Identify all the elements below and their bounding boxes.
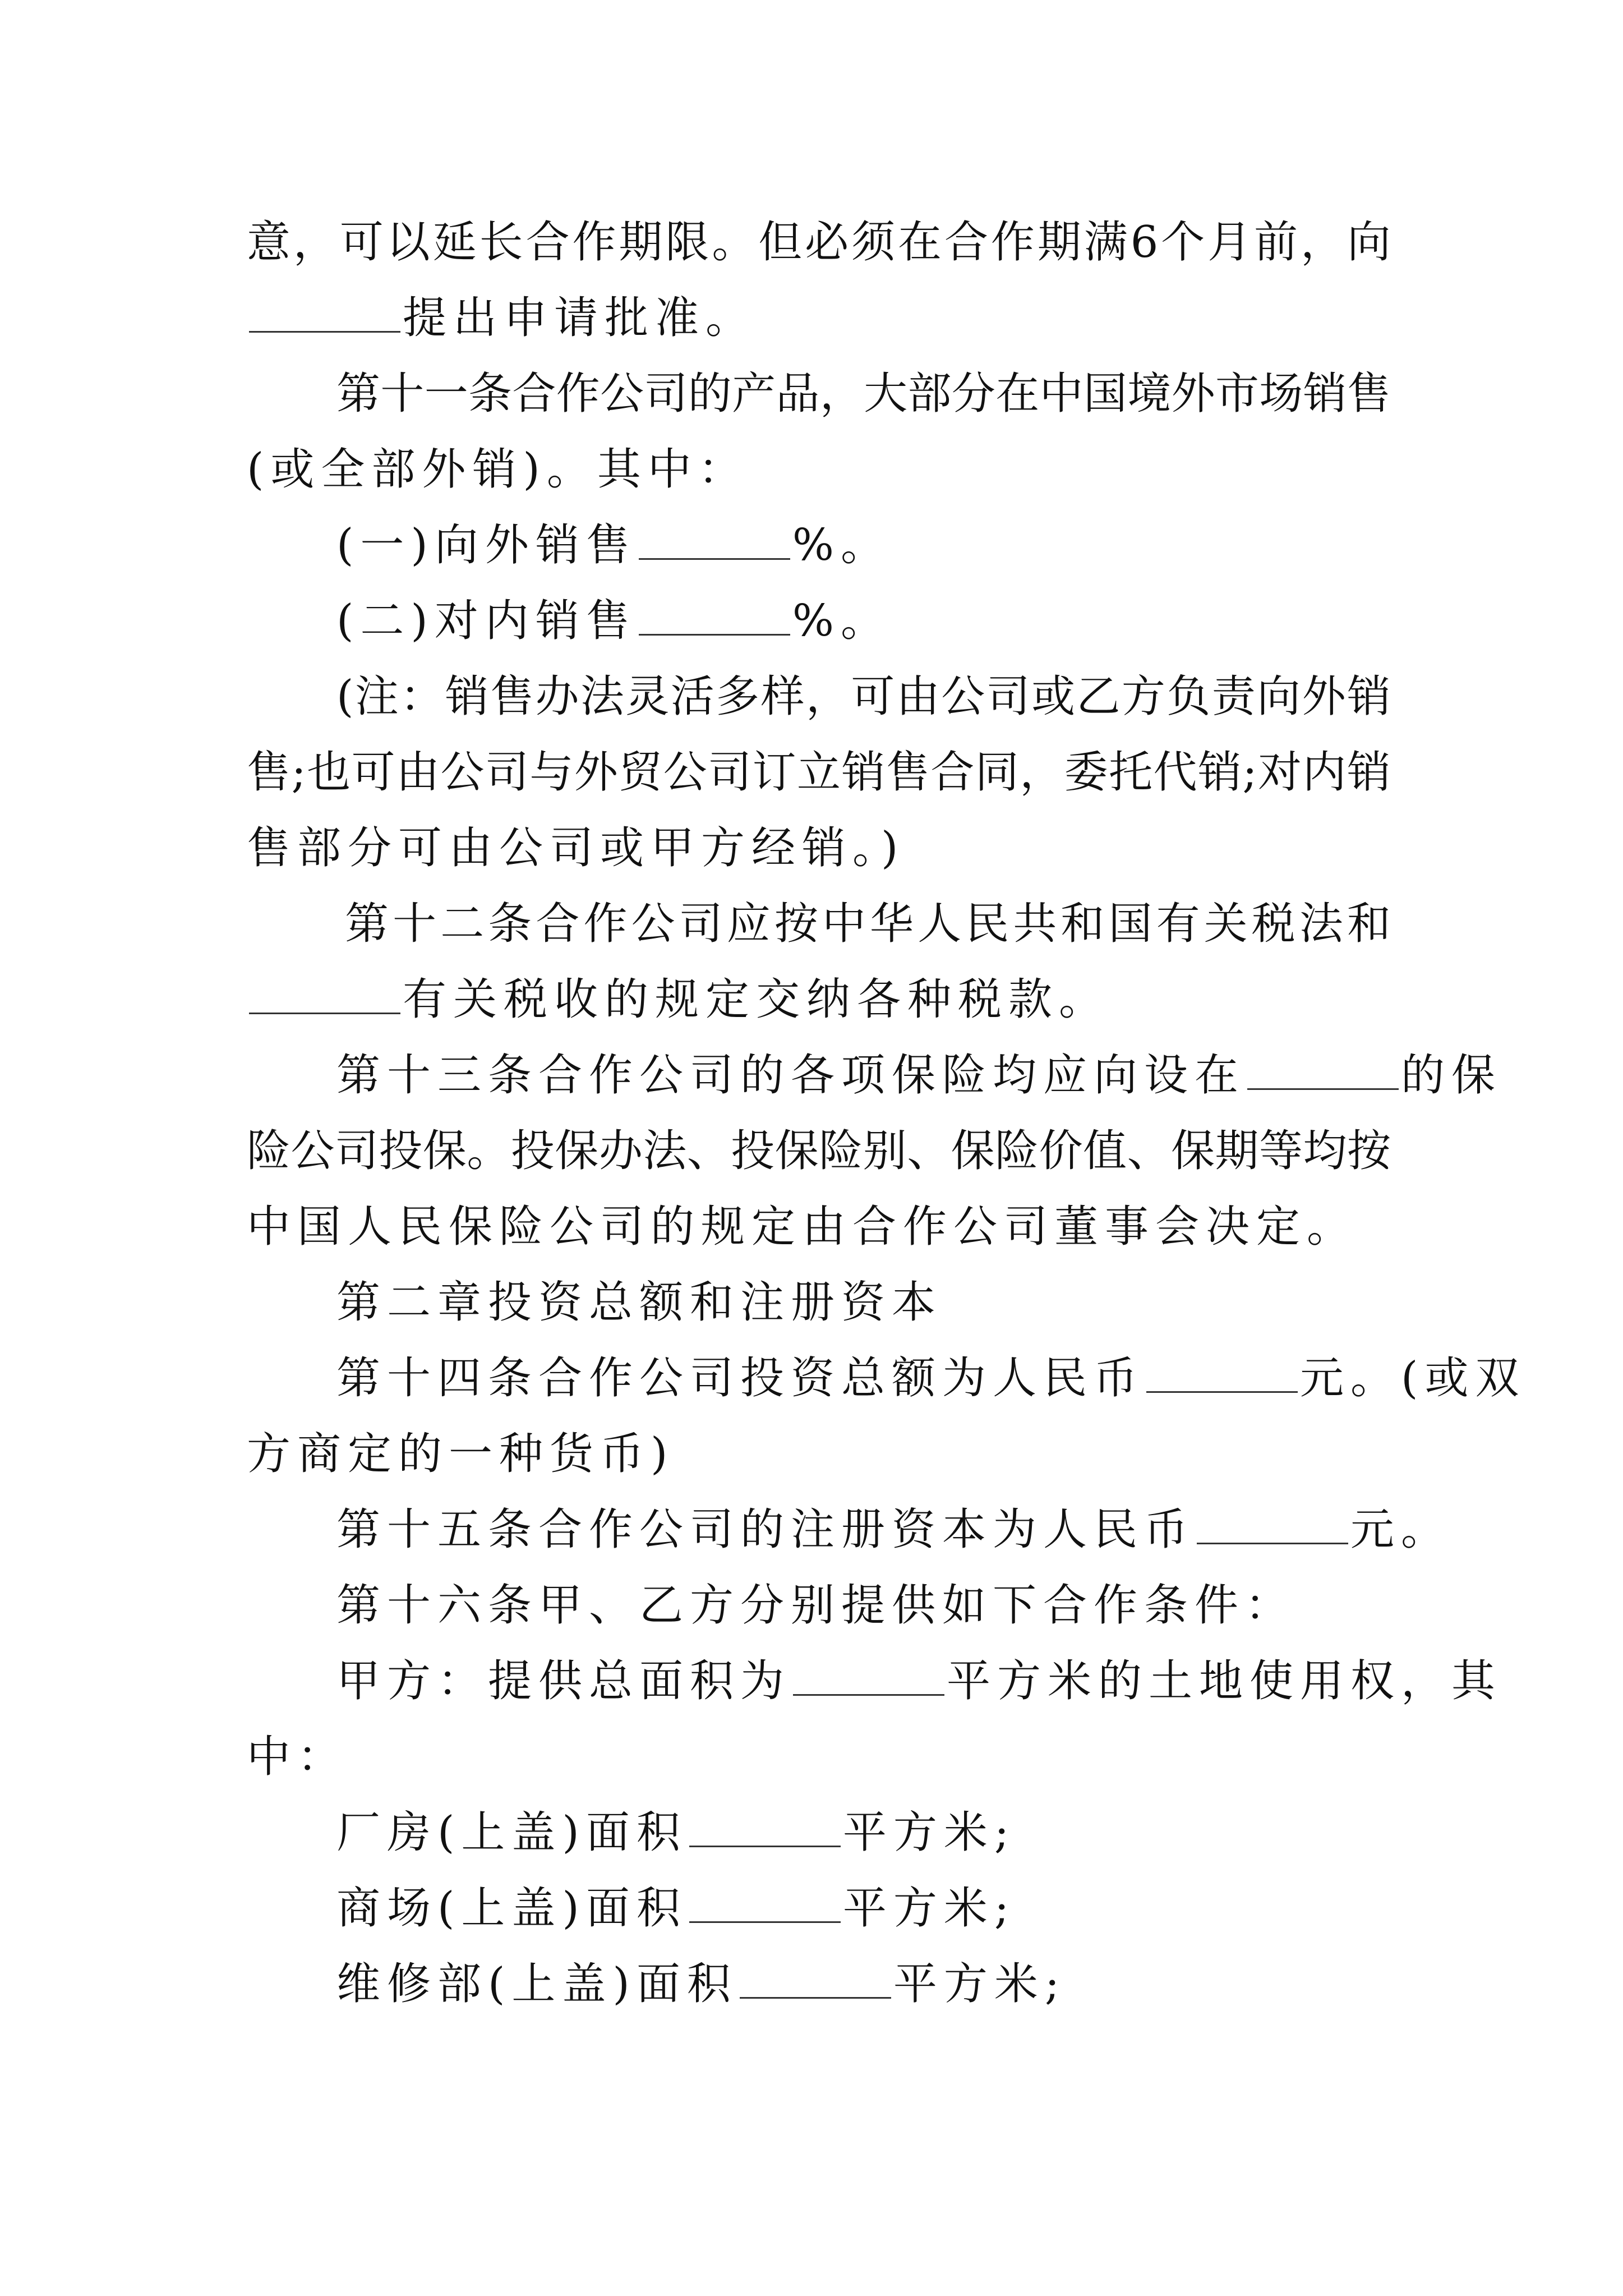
text-run: (注：销售办法灵活多样，可由公司或乙方负责向外销 [336, 671, 1391, 722]
article-15-line [336, 1490, 1452, 1569]
paragraph-line [247, 1112, 1391, 1190]
chapter-heading [336, 1263, 1391, 1342]
text-run: 甲方：提供总面积为 [336, 1656, 791, 1706]
text-run: (或全部外销)。其中： [247, 444, 749, 495]
paragraph-line [247, 1718, 1391, 1796]
text-run: 中： [247, 1732, 348, 1782]
text-run: 意，可以延长合作期限。但必须在合作期满6个月前，向 [247, 217, 1391, 268]
mall-area-line [336, 1869, 1391, 1948]
text-run: 售;也可由公司与外贸公司订立销售合同，委托代销;对内销 [247, 747, 1391, 798]
fill-blank [249, 292, 400, 333]
export-sales-line [336, 506, 1391, 585]
fill-blank [689, 1806, 841, 1847]
article-13-line [336, 1036, 1502, 1115]
text-run: 元。 [1350, 1504, 1452, 1555]
fill-blank [1146, 1352, 1298, 1393]
text-run: 第十三条合作公司的各项保险均应向设在 [336, 1050, 1246, 1101]
text-run: 平方米; [842, 1883, 1016, 1934]
note-line [336, 657, 1391, 736]
text-run: 平方米; [842, 1807, 1016, 1858]
fill-blank [249, 973, 400, 1014]
text-run: 第十四条合作公司投资总额为人民币 [336, 1353, 1145, 1404]
text-run: 售部分可由公司或甲方经销。) [247, 823, 905, 873]
fill-blank [740, 1958, 891, 1999]
fill-blank [639, 595, 790, 636]
text-run: 第十五条合作公司的注册资本为人民币 [336, 1504, 1195, 1555]
note-line [247, 733, 1391, 812]
paragraph-line [247, 203, 1391, 282]
fill-blank [1247, 1049, 1399, 1090]
party-a-line [336, 1642, 1502, 1720]
text-run: 第十一条合作公司的产品，大部分在中国境外市场销售 [336, 369, 1391, 419]
paragraph-line [247, 430, 1391, 509]
text-run: 平方米; [893, 1959, 1067, 2009]
paragraph-line [247, 960, 1391, 1039]
paragraph-line [247, 279, 1391, 357]
article-12-line [345, 885, 1391, 963]
repair-area-line [336, 1945, 1391, 2023]
text-run: (一)向外销售 [336, 520, 637, 570]
text-run: %。 [792, 520, 891, 570]
article-14-line [336, 1339, 1526, 1418]
fill-blank [639, 519, 790, 560]
fill-blank [689, 1882, 841, 1923]
text-run: 平方米的土地使用权，其 [947, 1656, 1502, 1706]
text-run: 第二章投资总额和注册资本 [336, 1277, 943, 1328]
paragraph-line [247, 1188, 1391, 1266]
text-run: 提出申请批准。 [403, 293, 757, 343]
text-run: %。 [792, 596, 891, 646]
text-run: 维修部(上盖)面积 [336, 1959, 737, 2009]
fill-blank [793, 1655, 944, 1696]
text-run: 中国人民保险公司的规定由合作公司董事会决定。 [247, 1202, 1358, 1252]
text-run: 商场(上盖)面积 [336, 1883, 687, 1934]
article-16-line [336, 1566, 1391, 1645]
paragraph-line [247, 1415, 1391, 1493]
text-run: 的保 [1401, 1050, 1502, 1101]
text-run: 险公司投保。投保办法、投保险别、保险价值、保期等均按 [247, 1126, 1391, 1176]
text-run: 第十六条甲、乙方分别提供如下合作条件： [336, 1580, 1296, 1631]
factory-area-line [336, 1793, 1391, 1872]
text-run: 有关税收的规定交纳各种税款。 [403, 974, 1110, 1025]
text-run: 元。(或双 [1300, 1353, 1526, 1404]
note-line [247, 809, 1391, 887]
text-run: (二)对内销售 [336, 596, 637, 646]
text-run: 厂房(上盖)面积 [336, 1807, 687, 1858]
fill-blank [1197, 1503, 1348, 1544]
text-run: 第十二条合作公司应按中华人民共和国有关税法和 [345, 899, 1391, 949]
article-11-line [336, 355, 1391, 433]
domestic-sales-line [336, 582, 1391, 660]
text-run: 方商定的一种货币) [247, 1429, 675, 1479]
